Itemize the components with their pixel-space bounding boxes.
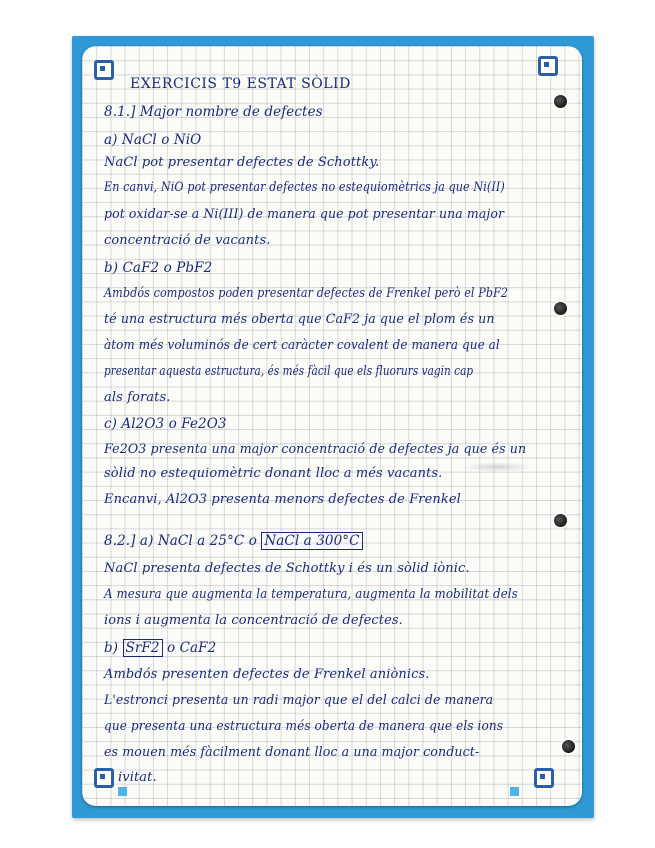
page-title: EXERCICIS T9 ESTAT SÒLID (130, 76, 351, 92)
text-line: ions i augmenta la concentració de defectes. (104, 613, 403, 628)
text-line: als forats. (104, 390, 171, 405)
smudge-mark (462, 462, 532, 472)
part-label (104, 640, 216, 656)
text-line: que presenta una estructura més oberta de manera que els ions (104, 719, 504, 734)
grid-paper-sheet (82, 46, 582, 806)
text-line: sòlid no estequiomètric donant lloc a més vacants. (104, 466, 443, 481)
section-heading: 8.1.] Major nombre de defectes (104, 104, 323, 120)
boxed-answer: SrF2 (123, 639, 163, 657)
section-heading (104, 533, 363, 549)
corner-marker-icon (94, 60, 114, 80)
binder-hole-icon (554, 302, 567, 315)
text-line: té una estructura més oberta que CaF2 ja que el plom és un (104, 312, 495, 327)
text-line: Ambdós presenten defectes de Frenkel aniònics. (104, 667, 430, 682)
boxed-answer: NaCl a 300°C (261, 532, 362, 550)
text-line: pot oxidar-se a Ni(III) de manera que pot presentar una major (104, 207, 505, 222)
text-line: Encanvi, Al2O3 presenta menors defectes de Frenkel (104, 492, 461, 507)
part-label: c) Al2O3 o Fe2O3 (104, 416, 227, 432)
corner-square-icon (118, 787, 127, 796)
text-line: A mesura que augmenta la temperatura, augmenta la mobilitat dels (104, 587, 518, 602)
corner-marker-icon (94, 768, 114, 788)
text-line: ivitat. (118, 770, 157, 785)
text-line: NaCl pot presentar defectes de Schottky. (104, 155, 380, 170)
part-label: a) NaCl o NiO (104, 132, 202, 148)
part-label: b) CaF2 o PbF2 (104, 260, 213, 276)
text-line: Fe2O3 presenta una major concentració de defectes ja que és un (104, 442, 527, 457)
text-line: Ambdós compostos poden presentar defectes de Frenkel però el PbF2 (104, 286, 509, 301)
part-label-prefix: b) (104, 640, 119, 656)
binder-hole-icon (554, 514, 567, 527)
binder-hole-icon (554, 95, 567, 108)
corner-marker-icon (534, 768, 554, 788)
part-label-suffix: o CaF2 (166, 640, 217, 656)
text-line: L'estronci presenta un radi major que el del calci de manera (104, 693, 494, 708)
corner-square-icon (510, 787, 519, 796)
text-line: presentar aquesta estructura, és més fàcil que els fluorurs vagin cap (104, 364, 474, 379)
text-line: es mouen més fàcilment donant lloc a una major conduct- (104, 745, 480, 760)
text-line: àtom més voluminós de cert caràcter covalent de manera que al (104, 338, 500, 353)
corner-marker-icon (538, 56, 558, 76)
text-line: concentració de vacants. (104, 233, 271, 248)
text-line: NaCl presenta defectes de Schottky i és un sòlid iònic. (104, 561, 470, 576)
text-line: En canvi, NiO pot presentar defectes no estequiomètrics ja que Ni(II) (104, 180, 505, 195)
section-heading-prefix: 8.2.] a) NaCl a 25°C o (104, 533, 257, 549)
binder-hole-icon (562, 740, 575, 753)
